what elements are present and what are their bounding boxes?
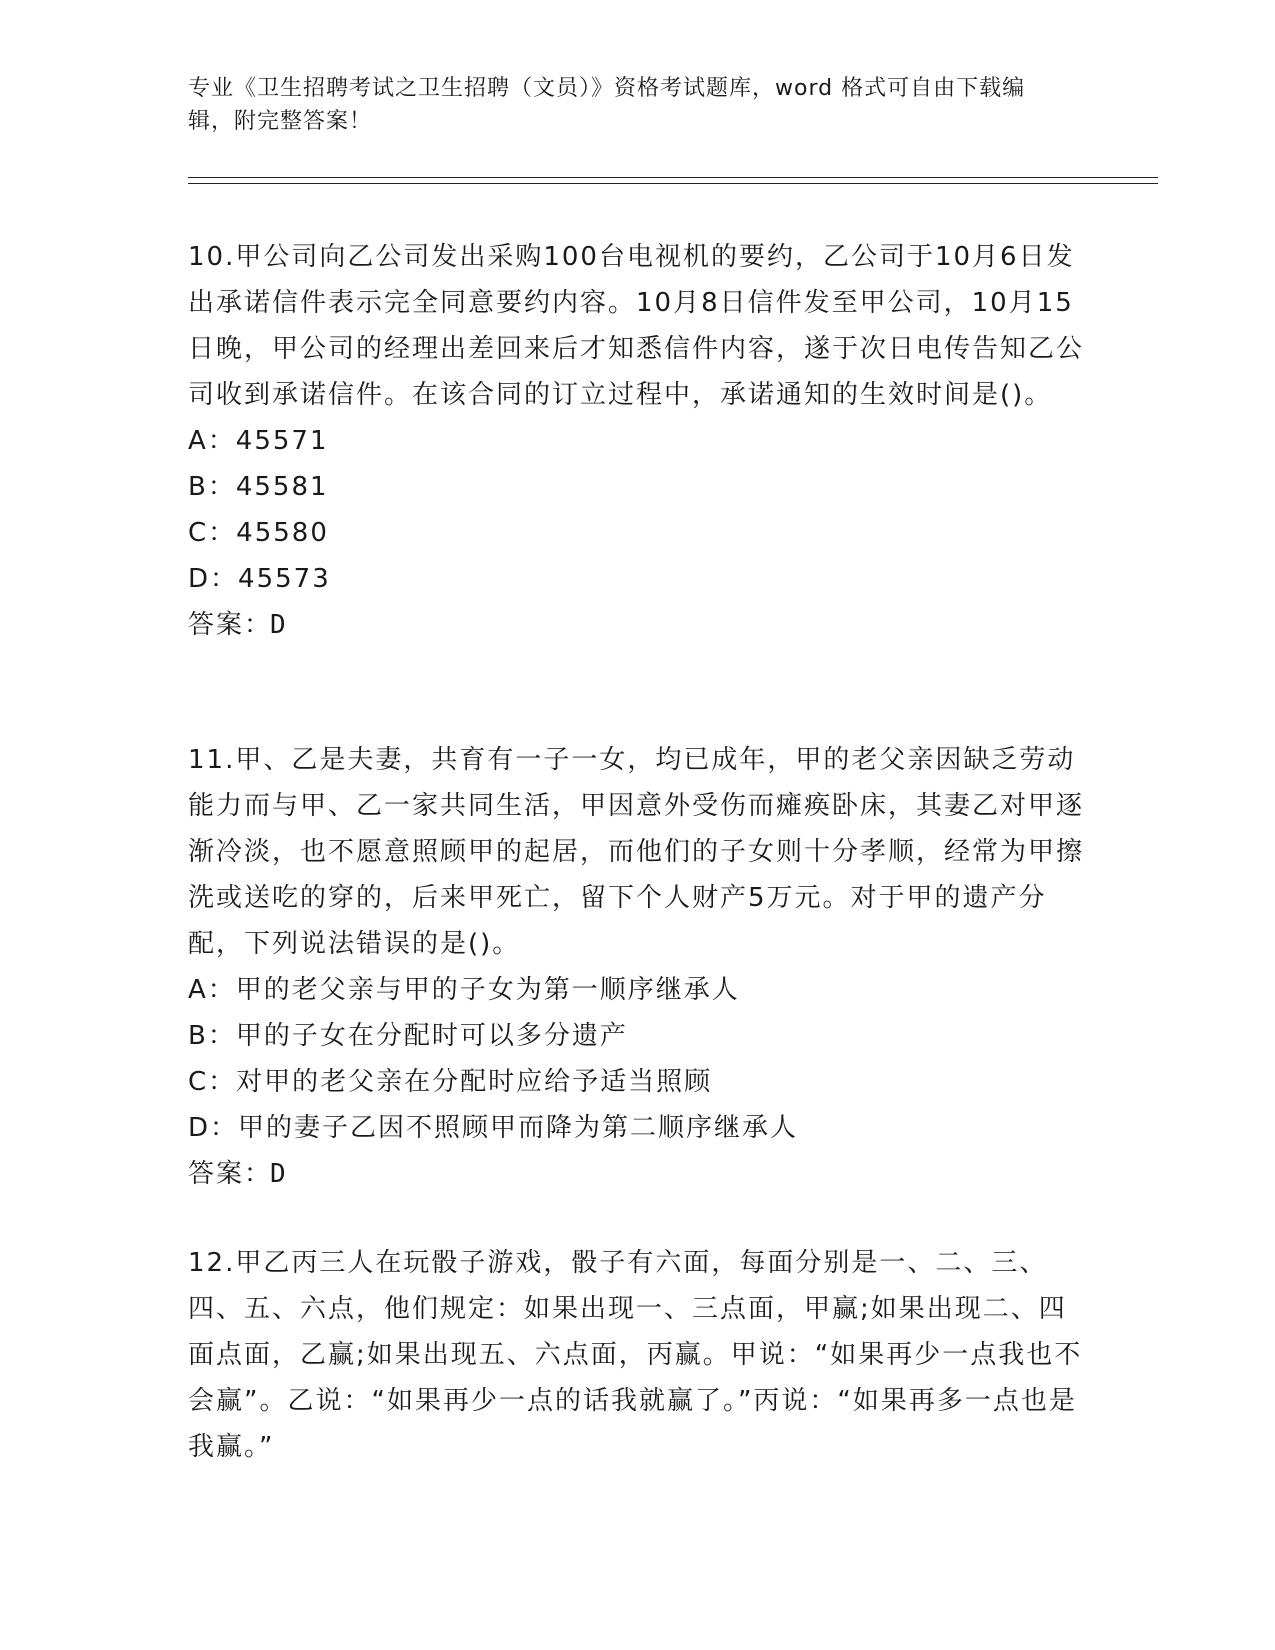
header-divider-top <box>188 177 1158 178</box>
question-10 <box>188 234 1088 648</box>
answer-colon: ： <box>244 610 271 640</box>
option-d: D：45573 <box>188 564 331 594</box>
answer-colon: ： <box>244 1159 271 1189</box>
header-divider-bottom <box>188 183 1158 184</box>
question-stem: 12.甲乙丙三人在玩骰子游戏，骰子有六面，每面分别是一、二、三、四、五、六点，他们规定：如果出现一、三点面，甲赢;如果出现二、四面点面，乙赢;如果出现五、六点面，丙赢。甲说：“如果再少一点我也不会赢”。乙说：“如果再少一点的话我就赢了。”丙说：“如果再多一点也是我赢。” <box>188 1248 1083 1462</box>
answer-label: 答案 <box>188 610 245 640</box>
answer-label: 答案 <box>188 1159 245 1189</box>
option-a: A：45571 <box>188 426 329 456</box>
option-c: C：对甲的老父亲在分配时应给予适当照顾 <box>188 1067 713 1097</box>
question-stem: 11.甲、乙是夫妻，共育有一子一女，均已成年，甲的老父亲因缺乏劳动能力而与甲、乙一家共同生活，甲因意外受伤而瘫痪卧床，其妻乙对甲逐渐冷淡，也不愿意照顾甲的起居，而他们的子女则十分孝顺，经常为甲擦洗或送吃的穿的，后来甲死亡，留下个人财产5万元。对于甲的遗产分配，下列说法错误的是()。 <box>188 745 1085 959</box>
option-a: A：甲的老父亲与甲的子女为第一顺序继承人 <box>188 975 740 1005</box>
question-12 <box>188 1240 1088 1470</box>
document-header: 专业《卫生招聘考试之卫生招聘（文员）》资格考试题库，word 格式可自由下载编辑，附完整答案！ <box>188 76 1026 134</box>
answer-line <box>188 1151 1088 1197</box>
answer-line <box>188 602 1088 648</box>
option-b: B：甲的子女在分配时可以多分遗产 <box>188 1021 628 1051</box>
answer-value: D <box>270 1159 288 1189</box>
question-stem: 10.甲公司向乙公司发出采购100台电视机的要约，乙公司于10月6日发出承诺信件表示完全同意要约内容。10月8日信件发至甲公司，10月15日晚，甲公司的经理出差回来后才知悉信件内容，遂于次日电传告知乙公司收到承诺信件。在该合同的订立过程中，承诺通知的生效时间是()。 <box>188 242 1085 410</box>
option-b: B：45581 <box>188 472 329 502</box>
option-d: D：甲的妻子乙因不照顾甲而降为第二顺序继承人 <box>188 1113 799 1143</box>
option-c: C：45580 <box>188 518 329 548</box>
question-11 <box>188 737 1088 1197</box>
answer-value: D <box>270 610 288 640</box>
